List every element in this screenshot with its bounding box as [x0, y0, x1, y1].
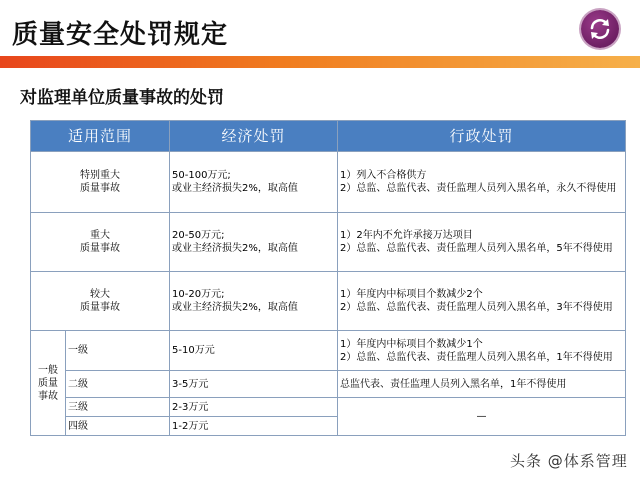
table-row	[31, 398, 626, 417]
general-label-line: 质量	[38, 377, 58, 389]
scope-cell	[31, 272, 170, 331]
column-header-administrative: 行政处罚	[338, 121, 626, 152]
table-header-row	[31, 121, 626, 152]
table-row	[31, 371, 626, 398]
scope-line: 特别重大	[80, 170, 120, 181]
level-cell: 二级	[66, 371, 170, 398]
economic-penalty-cell	[170, 213, 338, 272]
section-subtitle: 对监理单位质量事故的处罚	[20, 88, 224, 108]
economic-penalty-cell: 5-10万元	[170, 331, 338, 371]
penalty-table	[30, 120, 626, 436]
table-row	[31, 331, 626, 371]
administrative-penalty-cell	[338, 331, 626, 371]
administrative-penalty-cell	[338, 213, 626, 272]
refresh-arrows-icon	[581, 10, 619, 48]
econ-line: 20-50万元;	[172, 230, 225, 241]
econ-line: 10-20万元;	[172, 289, 225, 300]
scope-cell	[31, 213, 170, 272]
refresh-arrows-glyph	[588, 17, 612, 41]
level-cell: 三级	[66, 398, 170, 417]
economic-penalty-cell: 1-2万元	[170, 417, 338, 436]
administrative-penalty-cell	[338, 152, 626, 213]
scope-line: 质量事故	[80, 183, 120, 194]
watermark-text: 头条 @体系管理	[510, 452, 628, 470]
page-title: 质量安全处罚规定	[12, 20, 229, 50]
table-row	[31, 272, 626, 331]
admin-line: 2）总监、总监代表、责任监理人员列入黑名单，永久不得使用	[340, 183, 617, 194]
econ-line: 或业主经济损失2%，取高值	[172, 183, 298, 194]
admin-line: 1）2年内不允许承接万达项目	[340, 230, 473, 241]
scope-line: 质量事故	[80, 243, 120, 254]
level-cell: 一级	[66, 331, 170, 371]
admin-line: 2）总监、总监代表、责任监理人员列入黑名单，3年不得使用	[340, 302, 613, 313]
econ-line: 或业主经济损失2%，取高值	[172, 243, 298, 254]
econ-line: 或业主经济损失2%，取高值	[172, 302, 298, 313]
column-header-scope: 适用范围	[31, 121, 170, 152]
scope-line: 较大	[90, 289, 110, 300]
admin-line: 2）总监、总监代表、责任监理人员列入黑名单，5年不得使用	[340, 243, 613, 254]
table-row	[31, 152, 626, 213]
general-label-line: 一般	[38, 364, 58, 376]
administrative-penalty-cell	[338, 272, 626, 331]
administrative-penalty-cell: 总监代表、责任监理人员列入黑名单，1年不得使用	[338, 371, 626, 398]
economic-penalty-cell	[170, 272, 338, 331]
scope-line: 重大	[90, 230, 110, 241]
economic-penalty-cell	[170, 152, 338, 213]
economic-penalty-cell: 2-3万元	[170, 398, 338, 417]
column-header-economic: 经济处罚	[170, 121, 338, 152]
admin-line: 2）总监、总监代表、责任监理人员列入黑名单，1年不得使用	[340, 351, 613, 363]
economic-penalty-cell: 3-5万元	[170, 371, 338, 398]
admin-line: 1）年度内中标项目个数减少2个	[340, 289, 483, 300]
general-label-line: 事故	[38, 390, 58, 402]
scope-cell	[31, 152, 170, 213]
title-divider-bar	[0, 56, 640, 68]
admin-line: 1）列入不合格供方	[340, 170, 427, 181]
administrative-penalty-none-cell: —	[338, 398, 626, 436]
table-row	[31, 213, 626, 272]
general-accident-label-cell	[31, 331, 66, 436]
econ-line: 50-100万元;	[172, 170, 231, 181]
scope-line: 质量事故	[80, 302, 120, 313]
level-cell: 四级	[66, 417, 170, 436]
admin-line: 1）年度内中标项目个数减少1个	[340, 338, 483, 350]
